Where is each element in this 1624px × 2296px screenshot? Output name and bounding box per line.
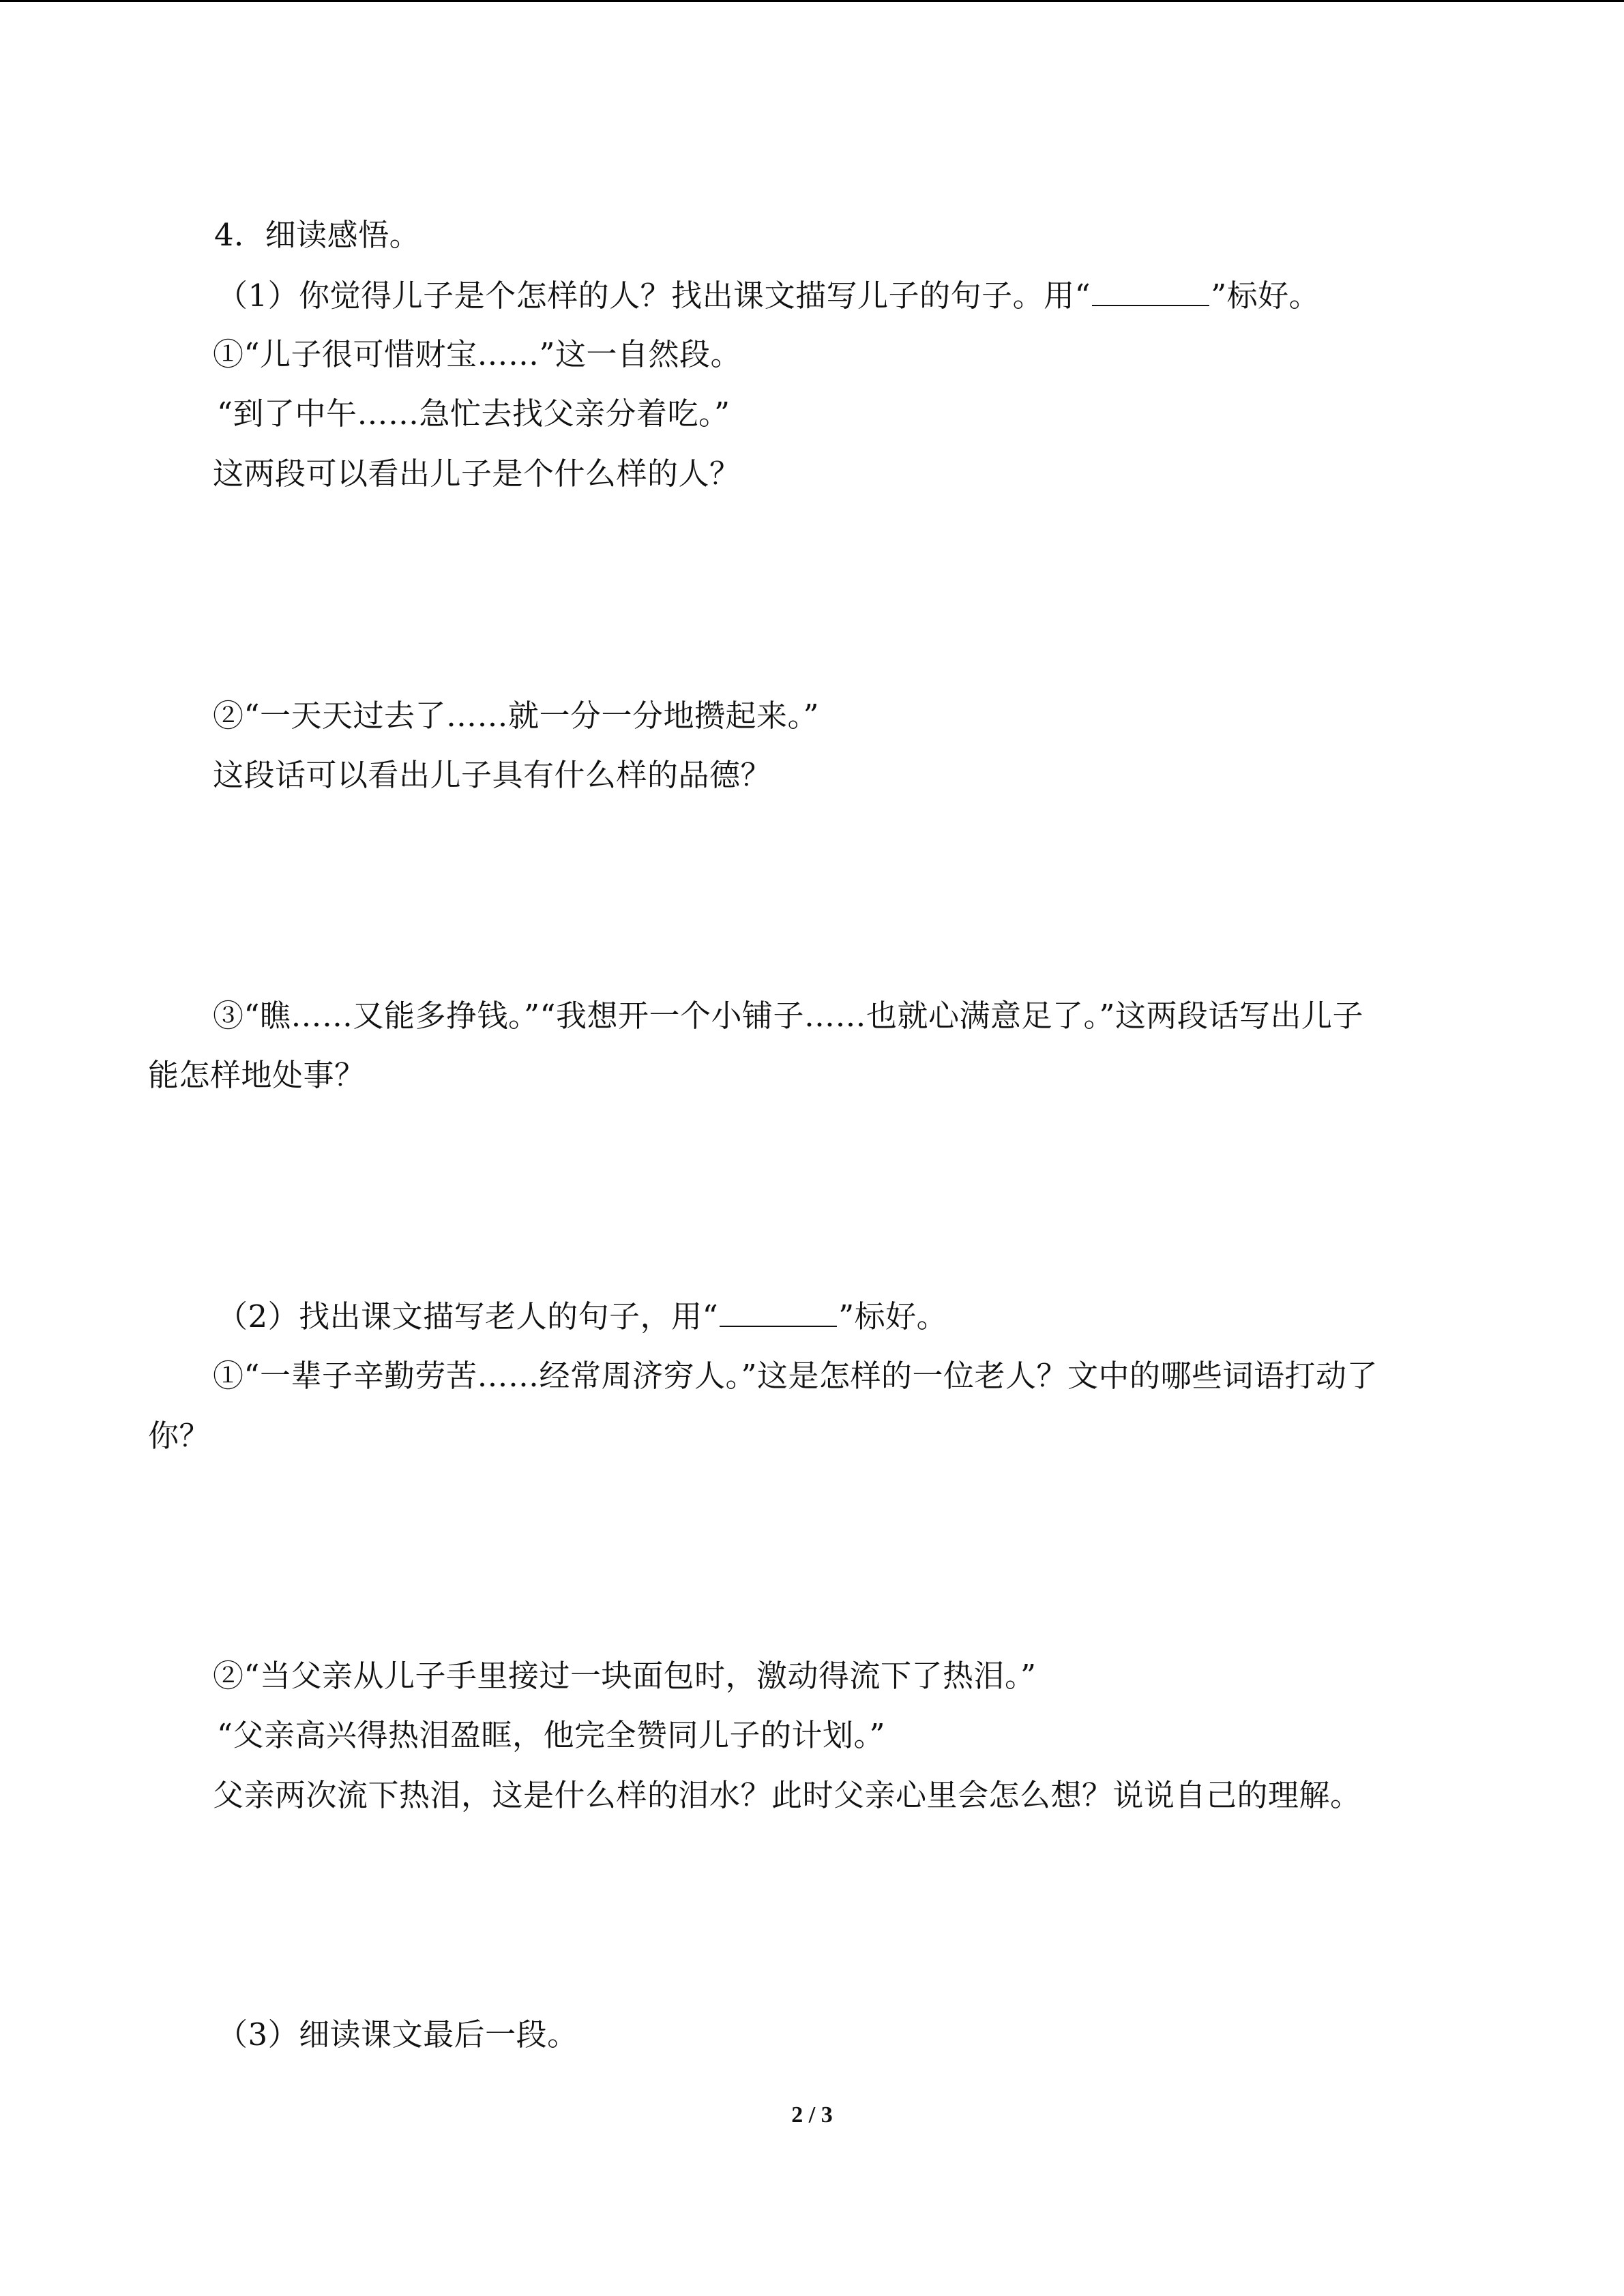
answer-blank (720, 1296, 837, 1327)
q1-item3-line2: 能怎样地处事？ (148, 1057, 366, 1093)
q1-prompt (217, 275, 1320, 316)
q2-item2-line2: “父亲高兴得热泪盈眶，他完全赞同儿子的计划。” (217, 1717, 886, 1753)
answer-blank (1092, 275, 1209, 306)
q1-item2-question: 这段话可以看出儿子具有什么样的品德？ (213, 757, 772, 793)
q2-item1-line2: 你？ (148, 1418, 211, 1454)
q2-item2-question: 父亲两次流下热泪，这是什么样的泪水？此时父亲心里会怎么想？说说自己的理解。 (213, 1777, 1361, 1813)
q2-item2-line1: ②“当父亲从儿子手里接过一块面包时，激动得流下了热泪。” (213, 1658, 1037, 1694)
q3-prompt: （3）细读课文最后一段。 (217, 2016, 578, 2053)
q2-prompt (217, 1296, 947, 1337)
q2-prompt-end: ”标好。 (838, 1298, 948, 1335)
q1-prompt-text: （1）你觉得儿子是个怎样的人？找出课文描写儿子的句子。用“ (217, 278, 1091, 314)
q2-item1-line1: ①“一辈子辛勤劳苦……经常周济穷人。”这是怎样的一位老人？文中的哪些词语打动了 (213, 1358, 1378, 1394)
page-top-border (0, 0, 1624, 2)
section-title: 4．细读感悟。 (214, 217, 421, 253)
q1-item1-question: 这两段可以看出儿子是个什么样的人？ (213, 456, 741, 492)
q1-prompt-end: ”标好。 (1211, 278, 1320, 314)
q2-prompt-text: （2）找出课文描写老人的句子，用“ (217, 1298, 719, 1335)
q1-item1-line1: ①“儿子很可惜财宝……”这一自然段。 (213, 336, 742, 372)
q1-item2-line1: ②“一天天过去了……就一分一分地攒起来。” (213, 698, 820, 734)
page-number: 2 / 3 (791, 2102, 833, 2128)
q1-item3-line1: ③“瞧……又能多挣钱。”“我想开一个小铺子……也就心满意足了。”这两段话写出儿子 (213, 998, 1364, 1034)
q1-item1-line2: “到了中午……急忙去找父亲分着吃。” (217, 396, 730, 432)
